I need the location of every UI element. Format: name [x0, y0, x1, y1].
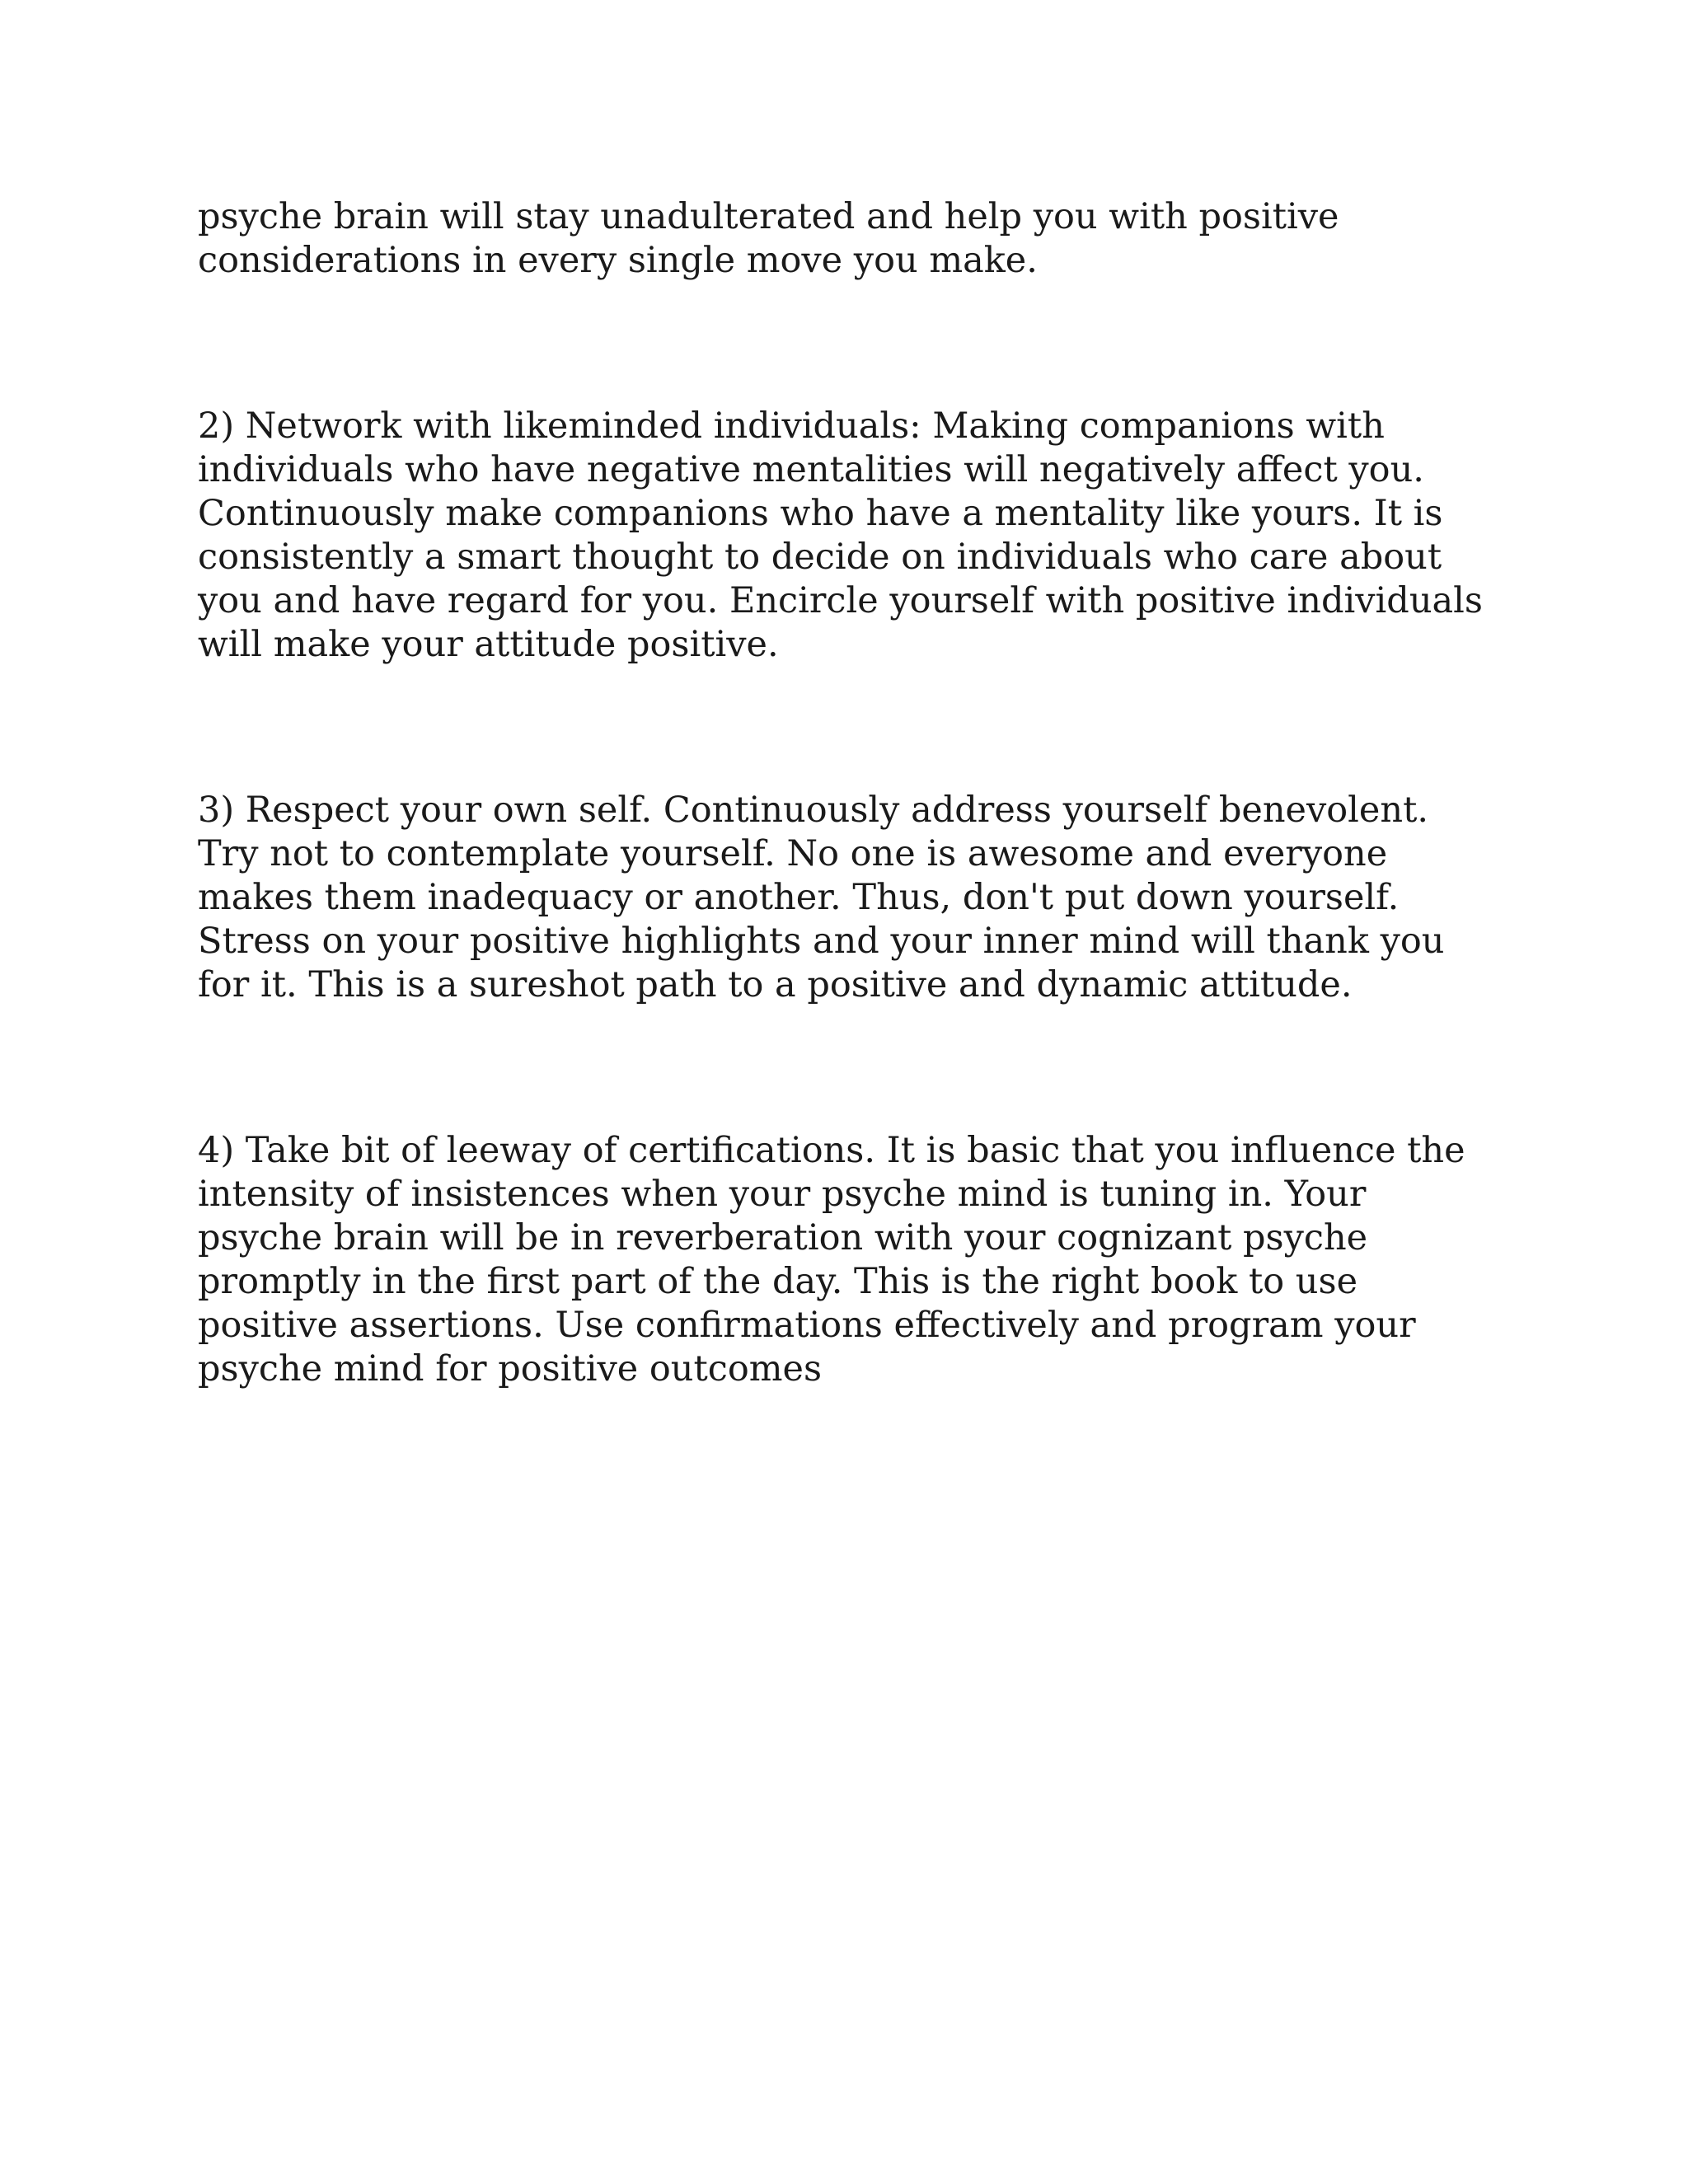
paragraph-spacer: [198, 1007, 1484, 1129]
paragraph-respect: 3) Respect your own self. Continuously address yourself benevolent. Try not to contemplate yourself. No one is awesome and everyone makes them inadequacy or another. Thus, don't put down yourself. Stress on your positive highlights and your inner mind will thank you for it. This is a sureshot path to a positive and dynamic attitude.: [198, 790, 1445, 1005]
paragraph-affirmations: 4) Take bit of leeway of certifications. It is basic that you influence the intensity of insistences when your psyche mind is tuning in. Your psyche brain will be in reverberation with your cognizant psyche promptly in the first part of the day. This is the right book to use positive assertions. Use confirmations effectively and program your psyche mind for positive outcomes: [198, 1130, 1465, 1390]
paragraph-spacer: [198, 283, 1484, 405]
paragraph-intro-continuation: psyche brain will stay unadulterated and help you with positive considerations in every single move you make.: [198, 196, 1339, 281]
paragraph-network: 2) Network with likeminded individuals: Making companions with individuals who have negative mentalities will negatively affect you. Continuously make companions who have a mentality like yours. It is consistently a smart thought to decide on individuals who care about you and have regard for you. Encircle yourself with positive individuals will make your attitude positive.: [198, 405, 1483, 665]
paragraph-spacer: [198, 667, 1484, 789]
document-body: [198, 195, 1484, 1391]
